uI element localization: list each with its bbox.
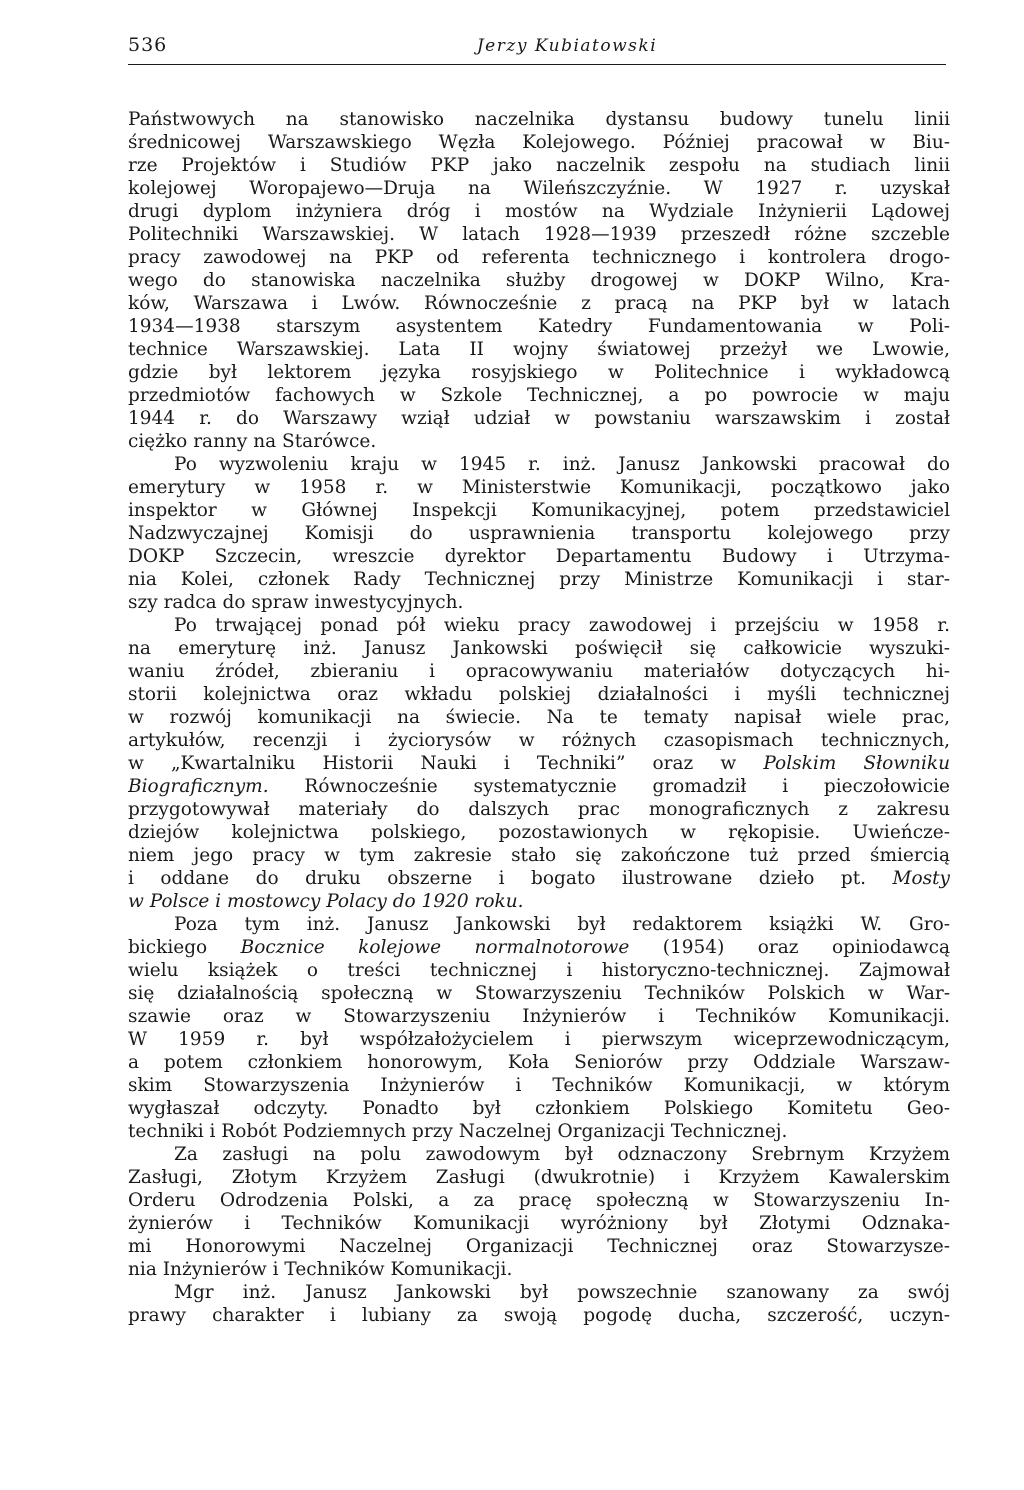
italic-title: Polskim Słowniku	[763, 753, 950, 774]
italic-title: Biograficznym.	[128, 776, 269, 797]
text-line: kolejowej Woropajewo—Druja na Wileńszczyźnie. W 1927 r. uzyskał	[128, 178, 950, 199]
text-line: wygłaszał odczyty. Ponadto był członkiem Polskiego Komitetu Geo-	[128, 1098, 950, 1119]
text-line: niem jego pracy w tym zakresie stało się zakończone tuż przed śmiercią	[128, 845, 950, 866]
italic-title: w Polsce i mostowcy Polacy do 1920 roku.	[128, 891, 524, 912]
text-line: bickiego Bocznice kolejowe normalnotorowe (1954) oraz opiniodawcą	[128, 937, 950, 958]
text-line: DOKP Szczecin, wreszcie dyrektor Departamentu Budowy i Utrzyma-	[128, 546, 950, 567]
italic-title: Mosty	[892, 868, 950, 889]
text-line: Zasługi, Złotym Krzyżem Zasługi (dwukrotnie) i Krzyżem Kawalerskim	[128, 1167, 950, 1188]
text-line: nia Kolei, członek Rady Technicznej przy Ministrze Komunikacji i star-	[128, 569, 950, 590]
text-line: szawie oraz w Stowarzyszeniu Inżynierów i Techników Komunikacji.	[128, 1006, 950, 1027]
text-line: drugi dyplom inżyniera dróg i mostów na Wydziale Inżynierii Lądowej	[128, 201, 950, 222]
text-line: 1944 r. do Warszawy wziął udział w powstaniu warszawskim i został	[128, 408, 950, 429]
text-line: techniki i Robót Podziemnych przy Naczelnej Organizacji Technicznej.	[128, 1121, 788, 1142]
text-line: W 1959 r. był współzałożycielem i pierwszym wiceprzewodniczącym,	[128, 1029, 950, 1050]
text-line: na emeryturę inż. Janusz Jankowski poświęcił się całkowicie wyszuki-	[128, 638, 950, 659]
text-line: Nadzwyczajnej Komisji do usprawnienia transportu kolejowego przy	[128, 523, 950, 544]
text-line: Za zasługi na polu zawodowym był odznaczony Srebrnym Krzyżem	[174, 1144, 950, 1165]
text-line: średnicowej Warszawskiego Węzła Kolejowego. Później pracował w Biu-	[128, 132, 950, 153]
text-line: pracy zawodowej na PKP od referenta technicznego i kontrolera drogo-	[128, 247, 950, 268]
text-line: technice Warszawskiej. Lata II wojny światowej przeżył we Lwowie,	[128, 339, 950, 360]
text-line	[128, 890, 950, 913]
text-line: artykułów, recenzji i życiorysów w różnych czasopismach technicznych,	[128, 730, 950, 751]
text-line: wielu książek o treści technicznej i historyczno-technicznej. Zajmował	[128, 960, 950, 981]
text-line: Politechniki Warszawskiej. W latach 1928—1939 przeszedł różne szczeble	[128, 224, 950, 245]
text-line: ciężko ranny na Starówce.	[128, 431, 377, 452]
text-line: waniu źródeł, zbieraniu i opracowywaniu materiałów dotyczących hi-	[128, 661, 950, 682]
text-line: a potem członkiem honorowym, Koła Seniorów przy Oddziale Warszaw-	[128, 1052, 950, 1073]
text-line: się działalnością społeczną w Stowarzyszeniu Techników Polskich w War-	[128, 983, 950, 1004]
text-line: gdzie był lektorem języka rosyjskiego w Politechnice i wykładowcą	[128, 362, 950, 383]
text-line: ków, Warszawa i Lwów. Równocześnie z pracą na PKP był w latach	[128, 293, 950, 314]
text-line: Państwowych na stanowisko naczelnika dystansu budowy tunelu linii	[128, 109, 950, 130]
body-text	[128, 108, 950, 1327]
italic-title: Bocznice kolejowe normalnotorowe	[240, 937, 630, 958]
text-line: dziejów kolejnictwa polskiego, pozostawionych w rękopisie. Uwieńcze-	[128, 822, 950, 843]
text-line: żynierów i Techników Komunikacji wyróżniony był Złotymi Odznaka-	[128, 1213, 950, 1234]
text-line: storii kolejnictwa oraz wkładu polskiej działalności i myśli technicznej	[128, 684, 950, 705]
running-title: Jerzy Kubiatowski	[476, 36, 658, 56]
text-line: Po trwającej ponad pół wieku pracy zawodowej i przejściu w 1958 r.	[174, 615, 950, 636]
page-number: 536	[128, 34, 168, 56]
text-line: mi Honorowymi Naczelnej Organizacji Technicznej oraz Stowarzysze-	[128, 1236, 950, 1257]
text-line: i oddane do druku obszerne i bogato ilustrowane dzieło pt. Mosty	[128, 868, 950, 889]
text-line: Po wyzwoleniu kraju w 1945 r. inż. Janusz Jankowski pracował do	[174, 454, 950, 475]
text-line: w „Kwartalniku Historii Nauki i Techniki” oraz w Polskim Słowniku	[128, 753, 950, 774]
text-line: wego do stanowiska naczelnika służby drogowej w DOKP Wilno, Kra-	[128, 270, 950, 291]
text-line: 1934—1938 starszym asystentem Katedry Fundamentowania w Poli-	[128, 316, 950, 337]
text-line: przygotowywał materiały do dalszych prac monograficznych z zakresu	[128, 799, 950, 820]
text-line: rze Projektów i Studiów PKP jako naczelnik zespołu na studiach linii	[128, 155, 950, 176]
text-line: przedmiotów fachowych w Szkole Technicznej, a po powrocie w maju	[128, 385, 950, 406]
running-head	[128, 34, 946, 65]
text-line: emerytury w 1958 r. w Ministerstwie Komunikacji, początkowo jako	[128, 477, 950, 498]
text-line: nia Inżynierów i Techników Komunikacji.	[128, 1259, 513, 1280]
text-line: Biograficznym. Równocześnie systematycznie gromadził i pieczołowicie	[128, 776, 950, 797]
text-line: skim Stowarzyszenia Inżynierów i Techników Komunikacji, w którym	[128, 1075, 950, 1096]
text-line: w rozwój komunikacji na świecie. Na te tematy napisał wiele prac,	[128, 707, 950, 728]
text-line: Orderu Odrodzenia Polski, a za pracę społeczną w Stowarzyszeniu In-	[128, 1190, 950, 1211]
text-line: Mgr inż. Janusz Jankowski był powszechnie szanowany za swój	[174, 1282, 950, 1303]
text-line: szy radca do spraw inwestycyjnych.	[128, 592, 464, 613]
text-line: Poza tym inż. Janusz Jankowski był redaktorem książki W. Gro-	[174, 914, 950, 935]
text-line: inspektor w Głównej Inspekcji Komunikacyjnej, potem przedstawiciel	[128, 500, 950, 521]
text-line: prawy charakter i lubiany za swoją pogodę ducha, szczerość, uczyn-	[128, 1305, 950, 1326]
